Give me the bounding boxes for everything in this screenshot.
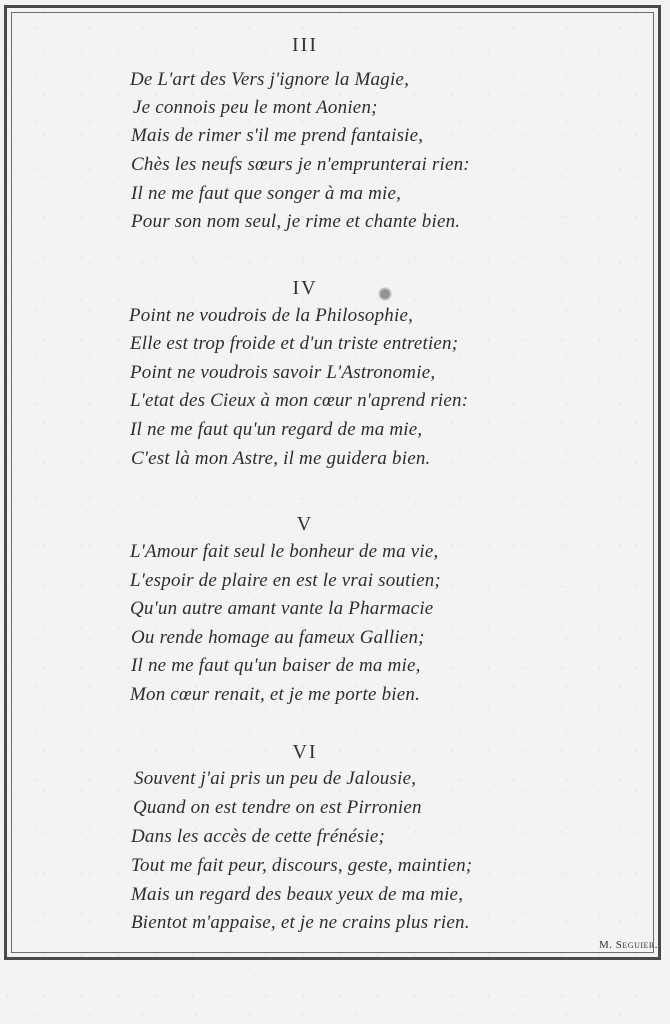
verse-line: L'espoir de plaire en est le vrai soutien; (130, 570, 441, 591)
verse-line: Mais un regard des beaux yeux de ma mie, (131, 884, 464, 905)
verse-line: Ou rende homage au fameux Gallien; (131, 627, 425, 648)
verse-line: L'etat des Cieux à mon cœur n'aprend rien: (130, 390, 469, 411)
verse-line: Point ne voudrois savoir L'Astronomie, (130, 362, 436, 383)
verse-line: Bientot m'appaise, et je ne crains plus rien. (131, 912, 470, 933)
verse-line: Tout me fait peur, discours, geste, maintien; (131, 855, 473, 876)
stanza-numeral: V (296, 513, 314, 535)
verse-line: Chès les neufs sœurs je n'emprunterai rien: (131, 154, 470, 175)
verse-line: Quand on est tendre on est Pirronien (133, 797, 422, 818)
verse-line: L'Amour fait seul le bonheur de ma vie, (130, 541, 439, 562)
verse-line: Elle est trop froide et d'un triste entretien; (130, 333, 459, 354)
verse-line: Il ne me faut qu'un baiser de ma mie, (131, 655, 421, 676)
stanza-numeral: VI (292, 741, 318, 763)
engraver-signature: M. Seguier. (599, 939, 658, 951)
verse-line: Mon cœur renait, et je me porte bien. (130, 684, 421, 705)
verse-line: Pour son nom seul, je rime et chante bien. (131, 211, 461, 232)
verse-line: Dans les accès de cette frénésie; (131, 826, 386, 847)
verse-line: Je connois peu le mont Aonien; (133, 97, 378, 118)
verse-line: Souvent j'ai pris un peu de Jalousie, (134, 768, 417, 789)
verse-line: C'est là mon Astre, il me guidera bien. (131, 448, 431, 469)
verse-line: Mais de rimer s'il me prend fantaisie, (131, 125, 424, 146)
verse-line: Il ne me faut qu'un regard de ma mie, (130, 419, 423, 440)
stanza-numeral: IV (292, 277, 318, 299)
verse-line: Qu'un autre amant vante la Pharmacie (130, 598, 434, 619)
stanza-numeral: III (292, 34, 318, 56)
verse-line: De L'art des Vers j'ignore la Magie, (130, 69, 410, 90)
verse-line: Point ne voudrois de la Philosophie, (129, 305, 414, 326)
verse-line: Il ne me faut que songer à ma mie, (131, 183, 402, 204)
